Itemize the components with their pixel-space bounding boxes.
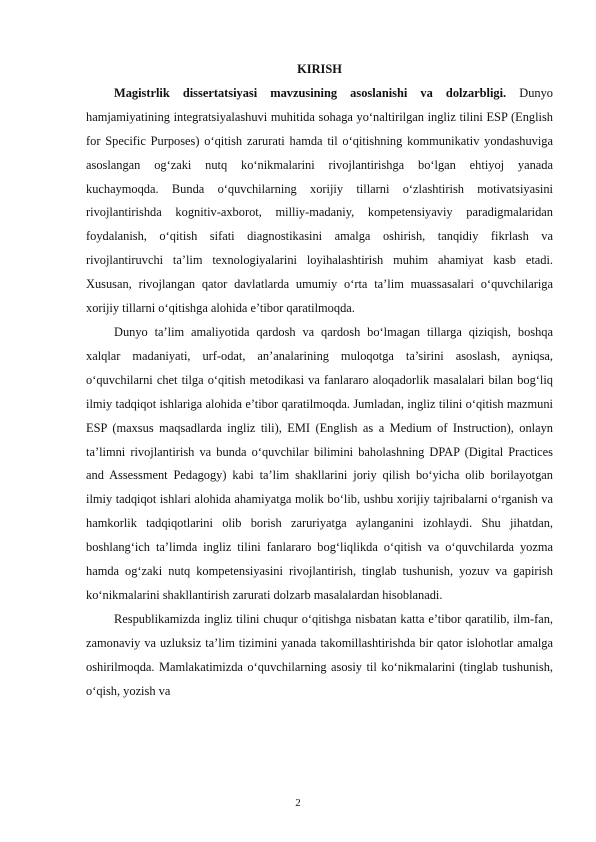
paragraph-text: Respublikamizda ingliz tilini chuqur o‘qitishga nisbatan katta e’tibor qaratilib, ilm-fan, zamonaviy va uzluksiz ta’lim tizimini yanada takomillashtirishda bir qator islohotlar amalga oshirilmoqda. Mamlakatimizda o‘quvchilarning asosiy til ko‘nikmalarini (tinglab tushunish, o‘qish, yozish va [86, 611, 553, 698]
paragraph-lead: Magistrlik dissertatsiyasi mavzusining asoslanishi va dolzarbligi. [114, 85, 507, 100]
document-title: KIRISH [297, 62, 342, 76]
document-page [86, 58, 553, 703]
paragraph-relevance [86, 82, 553, 321]
paragraph-republic [86, 608, 553, 704]
page-number: 2 [295, 797, 301, 809]
paragraph-world-practice [86, 321, 553, 608]
paragraph-text: Dunyo hamjamiyatining integratsiyalashuvi muhitida sohaga yo‘naltirilgan ingliz tilini ESP (English for Specific Purposes) o‘qitish zarurati hamda til o‘qitishning kommunikativ yondashuviga asoslangan og‘zaki nutq ko‘nikmalarini rivojlantirishga bo‘lgan ehtiyoj yanada kuchaymoqda. Bunda o‘quvchilarning xorijiy tillarni o‘zlashtirish motivatsiyasini rivojlantirishda kognitiv-axborot, milliy-madaniy, kompetensiyaviy paradigmalaridan foydalanish, o‘qitish sifati diagnostikasini amalga oshirish, tanqidiy fikrlash va rivojlantiruvchi ta’lim texnologiyalarini loyihalashtirish muhim ahamiyat kasb etadi. Xususan, rivojlangan qator davlatlarda umumiy o‘rta ta’lim muassasalari o‘quvchilariga xorijiy tillarni o‘qitishga alohida e’tibor qaratilmoqda. [86, 85, 553, 316]
paragraph-text: Dunyo ta’lim amaliyotida qardosh va qardosh bo‘lmagan tillarga qiziqish, boshqa xalqlar madaniyati, urf-odat, an’analarining muloqotga ta’sirini asoslash, ayniqsa, o‘quvchilarni chet tilga o‘qitish metodikasi va fanlararo aloqadorlik masalalari bilan bog‘liq ilmiy tadqiqot ishlariga alohida e’tibor qaratilmoqda. Jumladan, ingliz tilini o‘qitish mazmuni ESP (maxsus maqsadlarda ingliz tili), EMI (English as a Medium of Instruction), onlayn ta’limni rivojlantirish va bunda o‘quvchilar bilimini baholashning DPAP (Digital Practices and Assessment Pedagogy) kabi ta’lim shakllarini joriy qilish bo‘yicha olib borilayotgan ilmiy tadqiqot ishlari alohida ahamiyatga molik bo‘lib, ushbu xorijiy tajribalarni o‘rganish va hamkorlik tadqiqotlarini olib borish zaruriyatga aylanganini izohlaydi. Shu jihatdan, boshlang‘ich ta’limda ingliz tilini fanlararo bog‘liqlikda o‘qitish va o‘quvchilarda yozma hamda og‘zaki nutq kompetensiyasini rivojlantirish, tinglab tushunish, yozuv va gapirish ko‘nikmalarini shakllantirish zarurati dolzarb masalalardan hisoblanadi. [86, 324, 553, 602]
